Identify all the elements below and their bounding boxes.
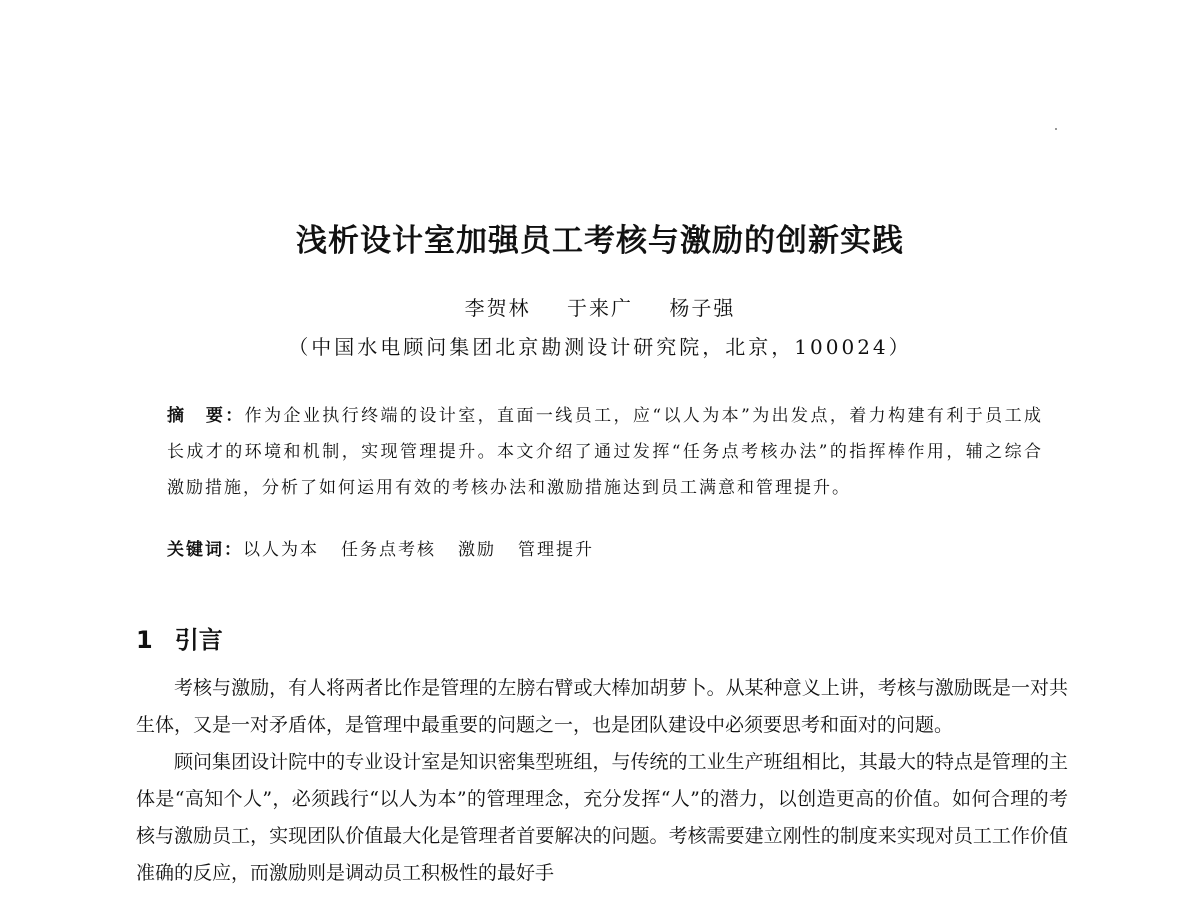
author-list — [0, 292, 1200, 321]
keywords — [167, 535, 1043, 560]
abstract-text: 作为企业执行终端的设计室，直面一线员工，应“以人为本”为出发点，着力构建有利于员工成长成才的环境和机制，实现管理提升。本文介绍了通过发挥“任务点考核办法”的指挥棒作用，辅之综合激励措施，分析了如何运用有效的考核办法和激励措施达到员工满意和管理提升。 — [167, 406, 1043, 498]
author-name: 李贺林 — [464, 296, 531, 320]
section-heading — [136, 620, 223, 655]
keyword: 管理提升 — [518, 540, 594, 560]
abstract — [167, 398, 1043, 506]
keywords-label: 关键词： — [167, 540, 243, 560]
section-number: 1 — [136, 626, 153, 654]
scan-speck — [1055, 128, 1057, 130]
keyword: 激励 — [458, 540, 496, 560]
paper-title: 浅析设计室加强员工考核与激励的创新实践 — [296, 223, 904, 259]
section-title: 引言 — [174, 626, 223, 654]
abstract-label: 摘 要： — [167, 406, 245, 426]
keyword: 任务点考核 — [341, 540, 436, 560]
author-name: 于来广 — [567, 296, 633, 320]
author-affiliation: （中国水电顾问集团北京勘测设计研究院，北京，100024） — [288, 335, 912, 359]
body-text — [136, 670, 1068, 892]
author-name: 杨子强 — [669, 296, 736, 320]
keyword: 以人为本 — [243, 540, 319, 560]
paragraph: 顾问集团设计院中的专业设计室是知识密集型班组，与传统的工业生产班组相比，其最大的特点是管理的主体是“高知个人”，必须践行“以人为本”的管理理念，充分发挥“人”的潜力，以创造更高的价值。如何合理的考核与激励员工，实现团队价值最大化是管理者首要解决的问题。考核需要建立刚性的制度来实现对员工工作价值准确的反应，而激励则是调动员工积极性的最好手 — [136, 751, 1068, 884]
paragraph: 考核与激励，有人将两者比作是管理的左膀右臂或大棒加胡萝卜。从某种意义上讲，考核与激励既是一对共生体，又是一对矛盾体，是管理中最重要的问题之一，也是团队建设中必须要思考和面对的问题。 — [136, 677, 1068, 736]
